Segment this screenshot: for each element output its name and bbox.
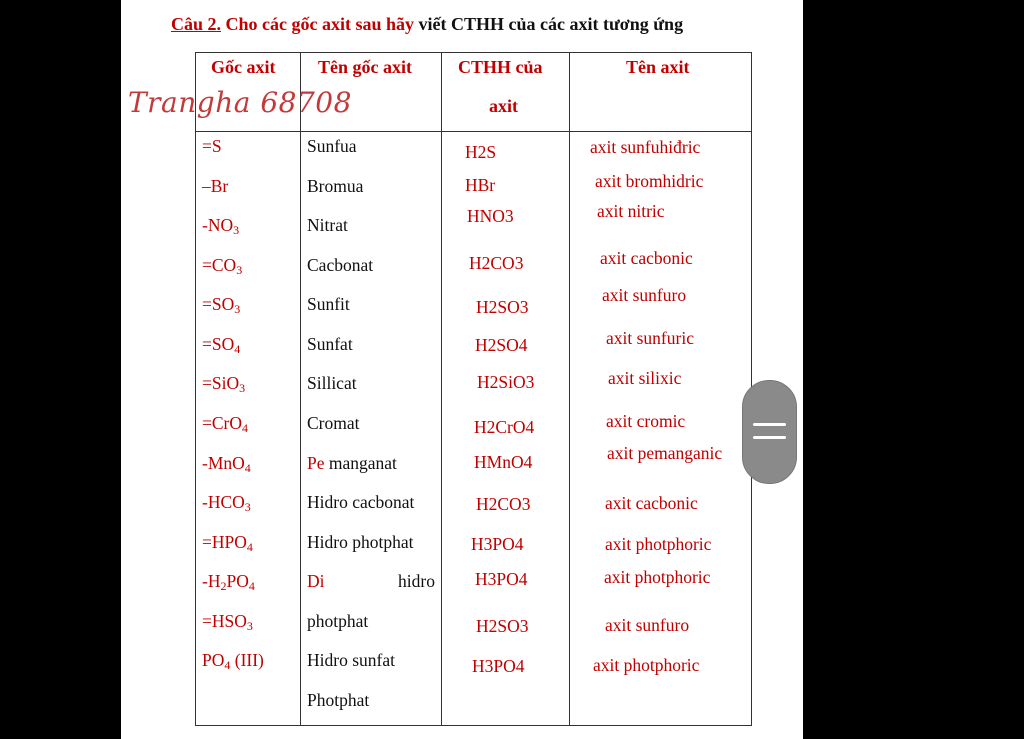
radical-name — [307, 532, 413, 552]
acid-radical — [202, 611, 253, 631]
acid-formula: HBr — [465, 175, 496, 195]
acid-formula: H2SO3 — [476, 297, 529, 317]
radical-text: -H — [202, 571, 221, 591]
acid-name: axit photphoric — [604, 567, 711, 587]
grip-line-icon — [753, 436, 786, 439]
header-cthh: CTHH của — [458, 57, 543, 77]
acid-radical — [202, 215, 239, 235]
scroll-handle[interactable] — [742, 380, 797, 484]
radical-text: PO — [226, 571, 249, 591]
acid-name: axit cacbonic — [600, 248, 693, 268]
acid-name: axit sunfuro — [602, 285, 687, 305]
radical-text: =CO — [202, 255, 237, 275]
radical-subscript: 3 — [239, 381, 246, 395]
radical-subscript: 3 — [234, 302, 241, 316]
radical-name-text: Sunfat — [307, 334, 353, 354]
acid-formula: HMnO4 — [474, 452, 533, 472]
radical-name — [307, 492, 414, 512]
radical-name-text: Nitrat — [307, 215, 348, 235]
radical-name-text: Hidro sunfat — [307, 650, 395, 670]
radical-name — [307, 136, 357, 156]
radical-text: =S — [202, 136, 222, 156]
acid-name: axit photphoric — [605, 534, 712, 554]
radical-name-prefix: Di — [307, 571, 325, 591]
acid-name: axit photphoric — [593, 655, 700, 675]
radical-name-text: Cromat — [307, 413, 360, 433]
radical-subscript: 2 — [220, 579, 227, 593]
radical-name-text: Bromua — [307, 176, 364, 196]
radical-name — [307, 215, 348, 235]
acid-formula: H3PO4 — [471, 534, 524, 554]
acid-formula: H3PO4 — [475, 569, 528, 589]
radical-name — [307, 176, 363, 196]
question-text-tail: viết CTHH của các axit tương ứng — [418, 14, 684, 34]
radical-name — [307, 334, 353, 354]
question-title — [171, 14, 771, 35]
acid-formula: H2SO4 — [475, 335, 528, 355]
acid-name: axit sunfuric — [606, 328, 694, 348]
radical-name-text: Sillicat — [307, 373, 357, 393]
acid-name: axit bromhidric — [595, 171, 704, 191]
acid-radical — [202, 294, 240, 314]
acid-name: axit cromic — [606, 411, 686, 431]
radical-name-text: Hidro photphat — [307, 532, 414, 552]
question-label: Câu 2. — [171, 14, 222, 34]
radical-name-text: Photphat — [307, 690, 370, 710]
radical-text: =HPO — [202, 532, 247, 552]
radical-name — [307, 373, 357, 393]
acid-radical — [202, 492, 251, 512]
acid-name: axit silixic — [608, 368, 682, 388]
radical-subscript: 3 — [236, 263, 243, 277]
radical-text: =CrO — [202, 413, 243, 433]
radical-name-text: photphat — [307, 611, 369, 631]
acid-radical — [202, 373, 245, 393]
acid-radical — [202, 650, 264, 670]
radical-name — [307, 413, 360, 433]
acid-radical — [202, 255, 242, 275]
radical-name — [307, 294, 350, 314]
header-goc-axit: Gốc axit — [211, 57, 276, 77]
radical-text: –Br — [202, 176, 229, 196]
radical-text: =SiO — [202, 373, 240, 393]
radical-subscript: 3 — [233, 223, 240, 237]
acid-formula: H2CrO4 — [474, 417, 535, 437]
acid-name: axit pemanganic — [607, 443, 723, 463]
radical-subscript: 4 — [242, 421, 249, 435]
radical-name-text: manganat — [324, 453, 397, 473]
grip-line-icon — [753, 423, 786, 426]
radical-text: -NO — [202, 215, 234, 235]
radical-subscript: 3 — [246, 619, 253, 633]
acid-radical — [202, 176, 228, 196]
radical-text: -MnO — [202, 453, 245, 473]
radical-name — [307, 690, 369, 710]
acid-name: axit cacbonic — [605, 493, 698, 513]
radical-text: -HCO — [202, 492, 245, 512]
radical-text: =SO — [202, 294, 235, 314]
acid-radical — [202, 571, 255, 591]
acid-formula: H3PO4 — [472, 656, 525, 676]
header-cthh-line2: axit — [489, 96, 518, 116]
radical-subscript: 4 — [224, 658, 231, 672]
radical-text: =SO — [202, 334, 235, 354]
acid-name: axit sunfuro — [605, 615, 690, 635]
question-text: Cho các gốc axit sau hãy — [221, 14, 419, 34]
acid-name: axit sunfuhiđric — [590, 137, 701, 157]
radical-text: =HSO — [202, 611, 247, 631]
radical-name-text: Hidro cacbonat — [307, 492, 415, 512]
acid-formula: H2CO3 — [469, 253, 524, 273]
radical-name-text: hidro — [398, 571, 435, 591]
radical-subscript: 4 — [246, 540, 253, 554]
acid-radical — [202, 532, 253, 552]
radical-subscript: 3 — [244, 500, 251, 514]
radical-name-text: Sunfit — [307, 294, 350, 314]
radical-name-text: Sunfua — [307, 136, 357, 156]
acid-radical — [202, 413, 248, 433]
radical-name — [307, 571, 435, 591]
radical-name — [307, 611, 368, 631]
acid-formula: H2CO3 — [476, 494, 531, 514]
radical-name — [307, 650, 395, 670]
acid-radical — [202, 136, 222, 156]
radical-name — [307, 255, 373, 275]
header-ten-goc-axit: Tên gốc axit — [318, 57, 412, 77]
radical-text: PO — [202, 650, 225, 670]
radical-name-text: Cacbonat — [307, 255, 374, 275]
acid-name: axit nitric — [597, 201, 665, 221]
handwritten-watermark: Trangha 68708 — [128, 86, 352, 119]
radical-text: (III) — [230, 650, 264, 670]
radical-subscript: 4 — [248, 579, 255, 593]
radical-subscript: 4 — [244, 461, 251, 475]
acid-formula: H2SiO3 — [477, 372, 535, 392]
acid-radical — [202, 334, 240, 354]
header-ten-axit: Tên axit — [626, 57, 690, 77]
acid-formula: HNO3 — [467, 206, 514, 226]
acid-formula: H2S — [465, 142, 497, 162]
acid-formula: H2SO3 — [476, 616, 529, 636]
acid-radical — [202, 453, 251, 473]
radical-name — [307, 453, 397, 473]
radical-name-prefix: Pe — [307, 453, 325, 473]
radical-subscript: 4 — [234, 342, 241, 356]
